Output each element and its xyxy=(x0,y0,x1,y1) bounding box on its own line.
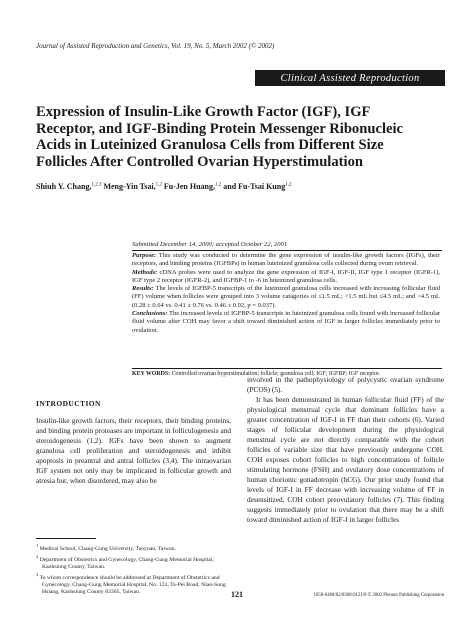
author-name: Meng-Yin Tsai, xyxy=(103,182,156,191)
author-list xyxy=(36,182,291,191)
abstract-results xyxy=(132,285,440,310)
footnote-text: Medical School, Chang-Gung University, Taoyuan, Taiwan. xyxy=(39,545,176,552)
footnote-text: Department of Obstetrics and Gynecology, Chang-Gung Memorial Hospital, Kaohsiung County, Taiwan. xyxy=(39,556,214,570)
abstract-methods-label: Methods: xyxy=(132,268,158,276)
footnote xyxy=(36,542,231,553)
author-affiliation: 1,2 xyxy=(155,182,162,188)
title-line: Follicles After Controlled Ovarian Hyperstimulation xyxy=(36,153,363,170)
abstract-methods-text: cDNA probes were used to analyze the gene expression of IGF-I, IGF-II, IGF type 1 receptor (IGFR-1), IGF type 2 receptor (IGFR-2), and IGFBP-1 to -6 in luteinized granulosa cells. xyxy=(132,268,440,284)
submission-dates: Submitted December 14, 2000; accepted October 22, 2001 xyxy=(132,241,288,248)
footnote-marker: 1 xyxy=(36,543,39,548)
introduction-heading: INTRODUCTION xyxy=(36,399,101,408)
left-column xyxy=(36,416,231,486)
author-affiliation: 1,2,3 xyxy=(91,182,102,188)
keywords-label: KEY WORDS: xyxy=(132,371,171,377)
title-line: Receptor, and IGF-Binding Protein Messenger Ribonucleic xyxy=(36,120,404,137)
right-column xyxy=(247,375,444,525)
abstract-conclusions-label: Conclusions: xyxy=(132,310,168,318)
abstract-conclusions-text: The increased levels of IGFBP-5 transcripts in luteinized granulosa cells found with increased follicular fluid volume after COH may favor a shift toward diminished action of IGF in larger follicles immediately prior to ovulation. xyxy=(132,310,440,334)
footnote xyxy=(36,553,231,571)
author-affiliation: 1,2 xyxy=(285,182,292,188)
abstract-purpose-text: This study was conducted to determine the gene expression of insulin-like growth factors (IGFs), their receptors, and binding proteins (IGFBPs) in human luteinized granulosa cells collected during ovum retrieval. xyxy=(132,252,440,268)
abstract-methods xyxy=(132,269,440,286)
body-paragraph: It has been demonstrated in human follicular fluid (FF) of the physiological menstrual cycle that dominant follicles have a greater concentration of IGF-I in FF than their cohorts (6). Varied stages of follicular development during the physiological menstrual cycle are not directly comparable with the cohort follicles of variable size that have previously undergone COH. COH exposes cohort follicles to high concentrations of follicle stimulating hormone (FSH) and ovulatory dose concentrations of human chorionic gonadotropin (hCG). Our prior study found that levels of IGF-I in FF decrease with increasing volume of FF in desensitized, COH cohort preovulatory follicles (7). This finding suggests immediately prior to ovulation that there may be a shift toward diminished action of IGF-I in larger follicles xyxy=(247,395,444,524)
footnote-marker: 2 xyxy=(36,553,39,559)
body-paragraph: Insulin-like growth factors, their receptors, their binding proteins, and binding protein proteases are important in folliculogenesis and steroidogenesis (1,2). IGFs have been shown to augment granulosa cell proliferation and steroidogenesis and inhibit apoptosis in preantral and antral follicles (3,4). The intraovarian IGF system not only may be implicated in follicular growth and atresia but, when disordered, may also be xyxy=(36,416,231,485)
footnote-marker: 3 xyxy=(36,572,39,578)
abstract-purpose-label: Purpose: xyxy=(132,252,157,259)
author-affiliation: 1,2 xyxy=(215,182,222,188)
issn-line: 1058-0468/02/0300-0121/0 © 2002 Plenum Publishing Corporation xyxy=(313,593,444,598)
footnotes xyxy=(36,542,231,596)
abstract-purpose xyxy=(132,252,440,269)
title-line: Acids in Luteinized Granulosa Cells from Different Size xyxy=(36,137,384,153)
abstract xyxy=(132,252,440,335)
body-paragraph: involved in the pathophysiology of polycystic ovarian syndrome (PCOS) (5). xyxy=(247,375,444,394)
footnote-rule xyxy=(36,538,96,539)
abstract-results-text: The levels of IGFBP-5 transcripts of the luteinized granulosa cells increased with increasing follicular fluid (FF) volume when follicles were grouped into 3 volume catagories of ≤1.5 mL; >1.5 mL but ≤4.5 mL; and >4.5 mL (0.28 ± 0.64 vs. 0.41 ± 0.76 vs. 0.46 ± 0.92, p = 0.037). xyxy=(132,285,440,309)
page-number: 121 xyxy=(231,590,243,599)
abstract-top-rule xyxy=(132,250,442,251)
keywords-text: Controlled ovarian hyperstimulation; follicle; granulosa cell; IGF; IGFBP; IGF receptor. xyxy=(171,371,381,377)
author-name: Shiuh Y. Chang, xyxy=(36,182,92,191)
keywords-top-rule xyxy=(132,368,442,369)
journal-citation: Journal of Assisted Reproduction and Genetics, Vol. 19, No. 5, March 2002 (© 2002) xyxy=(36,42,275,50)
title-line: Expression of Insulin-Like Growth Factor (IGF), IGF xyxy=(36,104,371,120)
article-title xyxy=(36,104,441,170)
footnote-text: To whom correspondence should be addressed at Department of Obstetrics and Gynecology, Chang-Gung Memorial Hospital, No. 123, Ta-Pei Road, Niao-Sung Hsiang, Kaohsiung County 83305, Taiwan. xyxy=(39,574,226,596)
abstract-results-label: Results: xyxy=(132,285,154,293)
author-name: Fu-Jen Huang, xyxy=(163,182,215,191)
section-banner xyxy=(255,70,445,86)
abstract-conclusions xyxy=(132,310,440,335)
author-name: and Fu-Tsai Kung xyxy=(223,182,286,191)
section-banner-label: Clinical Assisted Reproduction xyxy=(280,72,420,84)
